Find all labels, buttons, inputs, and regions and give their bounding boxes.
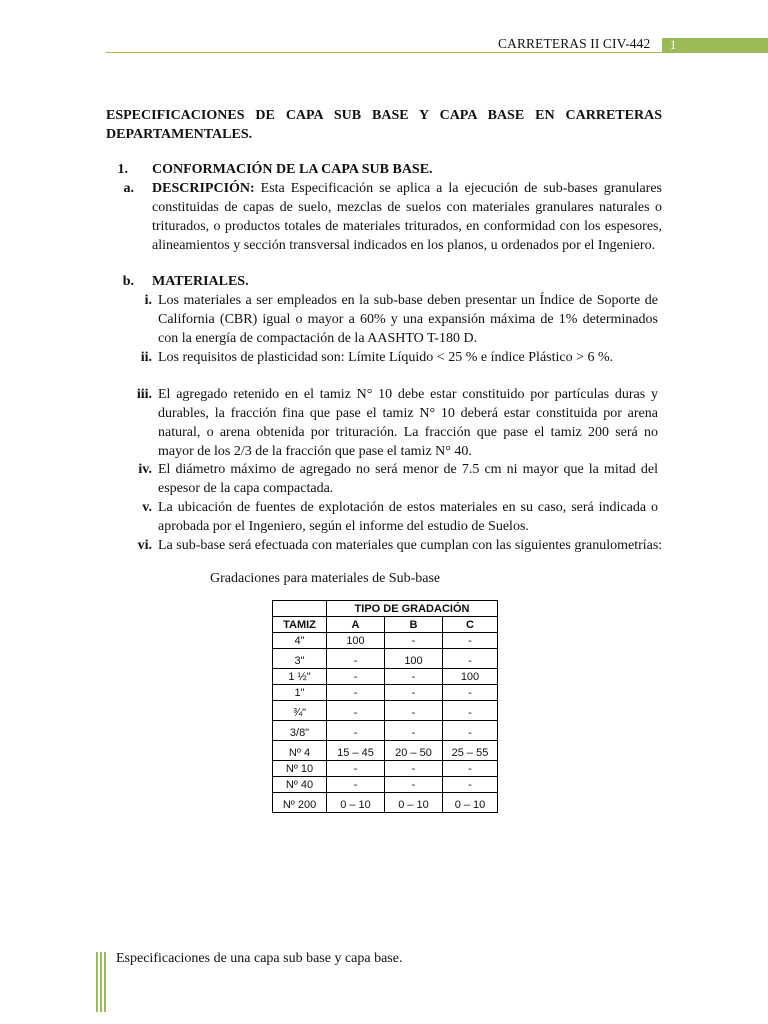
- table-cell: 3": [273, 649, 327, 669]
- column-header: B: [385, 617, 443, 633]
- table-cell: 100: [385, 649, 443, 669]
- material-item: El agregado retenido en el tamiz N° 10 debe estar constituido por partículas duras y durables, la fracción fina que pase el tamiz N° 10 deberá estar constituida por arena natural, o arena obtenida por trituración. La fracción que pase el tamiz 200 será no mayor de los 2/3 de la fracción que pase el tamiz N° 40.: [158, 387, 658, 459]
- table-cell: -: [327, 649, 385, 669]
- document-title: ESPECIFICACIONES DE CAPA SUB BASE Y CAPA BASE EN CARRETERAS DEPARTAMENTALES.: [106, 108, 662, 142]
- table-cell: -: [385, 633, 443, 649]
- table-cell: Nº 40: [273, 777, 327, 793]
- table-cell: 100: [443, 669, 498, 685]
- table-cell: -: [443, 685, 498, 701]
- table-row: [273, 793, 498, 813]
- footer-accent-bar: [100, 952, 102, 1012]
- table-cell: -: [443, 633, 498, 649]
- header-rule: [106, 52, 662, 53]
- table-cell: 100: [327, 633, 385, 649]
- table-row: [273, 649, 498, 669]
- running-header: CARRETERAS II CIV-442: [498, 36, 651, 51]
- table-row: [273, 777, 498, 793]
- table-cell: -: [327, 701, 385, 721]
- table-corner-cell: [273, 601, 327, 617]
- material-item: El diámetro máximo de agregado no será menor de 7.5 cm ni mayor que la mitad del espesor de la capa compactada.: [158, 462, 658, 496]
- table-cell: 4": [273, 633, 327, 649]
- materials-heading: MATERIALES.: [152, 274, 249, 289]
- table-cell: 1 ½": [273, 669, 327, 685]
- table-cell: -: [327, 777, 385, 793]
- table-cell: Nº 4: [273, 741, 327, 761]
- table-cell: 25 – 55: [443, 741, 498, 761]
- table-column-row: [273, 617, 498, 633]
- item-marker: i.: [144, 293, 152, 308]
- gradation-table: [272, 600, 498, 813]
- material-item: La sub-base será efectuada con materiales que cumplan con las siguientes granulometrías:: [158, 538, 663, 553]
- item-marker: iv.: [138, 462, 152, 477]
- table-cell: 15 – 45: [327, 741, 385, 761]
- table-cell: 1": [273, 685, 327, 701]
- subsection-marker-b: b.: [122, 274, 134, 289]
- table-row: [273, 761, 498, 777]
- table-cell: -: [385, 669, 443, 685]
- table-cell: 3/8": [273, 721, 327, 741]
- page-number-box: 1: [662, 38, 768, 53]
- table-cell: 20 – 50: [385, 741, 443, 761]
- description-paragraph: [152, 179, 662, 255]
- footer-text: Especificaciones de una capa sub base y capa base.: [116, 951, 403, 966]
- group-header: TIPO DE GRADACIÓN: [327, 601, 498, 617]
- table-cell: 0 – 10: [385, 793, 443, 813]
- table-cell: 0 – 10: [443, 793, 498, 813]
- table-row: [273, 741, 498, 761]
- subsection-marker-a: a.: [123, 181, 134, 196]
- table-cell: -: [385, 777, 443, 793]
- table-cell: Nº 200: [273, 793, 327, 813]
- material-item: Los materiales a ser empleados en la sub-base deben presentar un Índice de Soporte de California (CBR) igual o mayor a 60% y una expansión máxima de 1% determinados con la energía de compactación de la AASHTO T-180 D.: [158, 293, 658, 346]
- table-cell: -: [443, 761, 498, 777]
- table-cell: ¾": [273, 701, 327, 721]
- description-label: DESCRIPCIÓN:: [152, 181, 255, 196]
- footer-accent-bar: [104, 952, 106, 1012]
- table-cell: -: [385, 685, 443, 701]
- table-cell: -: [385, 761, 443, 777]
- table-cell: -: [327, 761, 385, 777]
- table-cell: -: [327, 669, 385, 685]
- footer-accent-bar: [96, 952, 98, 1012]
- table-caption: Gradaciones para materiales de Sub-base: [210, 571, 441, 586]
- table-row: [273, 633, 498, 649]
- item-marker: v.: [142, 500, 152, 515]
- column-header: C: [443, 617, 498, 633]
- table-row: [273, 669, 498, 685]
- material-item: La ubicación de fuentes de explotación de estos materiales en su caso, será indicada o aprobada por el Ingeniero, según el informe del estudio de Suelos.: [158, 500, 658, 534]
- table-cell: Nº 10: [273, 761, 327, 777]
- table-cell: -: [443, 701, 498, 721]
- column-header: A: [327, 617, 385, 633]
- item-marker: iii.: [136, 387, 152, 402]
- item-marker: ii.: [140, 350, 152, 365]
- item-marker: vi.: [137, 538, 152, 553]
- table-cell: -: [443, 777, 498, 793]
- table-row: [273, 701, 498, 721]
- table-cell: 0 – 10: [327, 793, 385, 813]
- description-text: Esta Especificación se aplica a la ejecución de sub-bases granulares constituidas de capas de suelo, mezclas de suelos con materiales granulares naturales o triturados, o productos totales de materiales triturados, en conformidad con los espesores, alineamientos y sección transversal indicados en los planos, u ordenados por el Ingeniero.: [152, 181, 662, 253]
- material-item: Los requisitos de plasticidad son: Límite Líquido < 25 % e índice Plástico > 6 %.: [158, 350, 614, 365]
- section-number: 1.: [117, 162, 128, 177]
- table-cell: -: [385, 701, 443, 721]
- table-cell: -: [443, 721, 498, 741]
- column-header: TAMIZ: [273, 617, 327, 633]
- table-row: [273, 721, 498, 741]
- table-row: [273, 685, 498, 701]
- table-cell: -: [443, 649, 498, 669]
- table-cell: -: [327, 685, 385, 701]
- section-heading: CONFORMACIÓN DE LA CAPA SUB BASE.: [152, 162, 433, 177]
- table-header-row: [273, 601, 498, 617]
- table-cell: -: [327, 721, 385, 741]
- table-cell: -: [385, 721, 443, 741]
